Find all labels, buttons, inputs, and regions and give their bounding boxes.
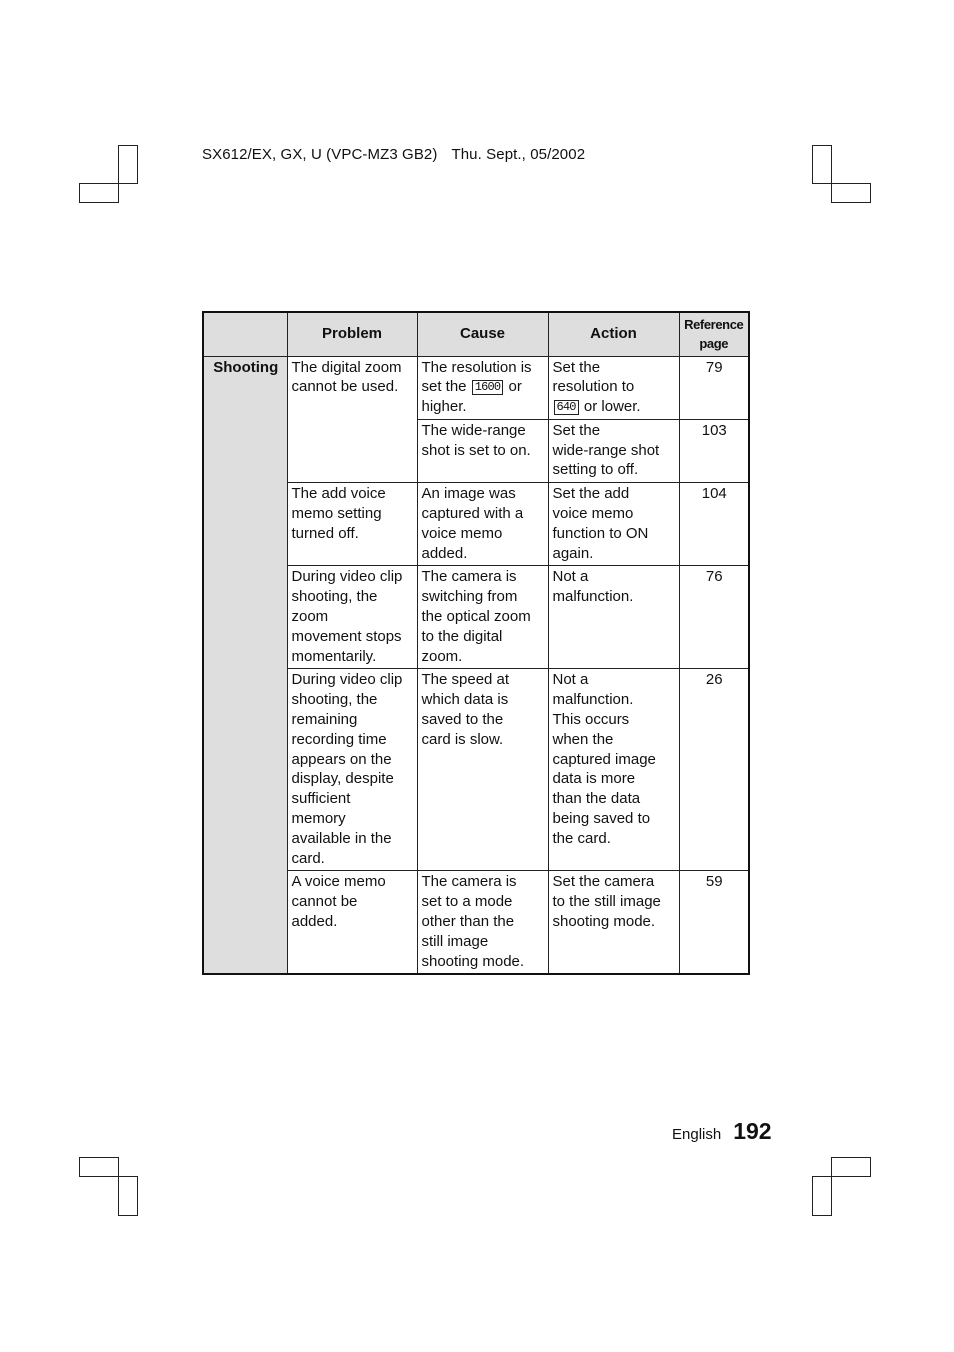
- page-footer: [672, 1118, 772, 1145]
- reference-cell: 104: [679, 483, 749, 566]
- cause-header: Cause: [417, 312, 548, 356]
- print-date: Thu. Sept., 05/2002: [451, 146, 586, 163]
- reference-header: Reference page: [679, 312, 749, 356]
- problem-cell: The digital zoom cannot be used.: [287, 356, 417, 483]
- action-cell: [548, 356, 679, 419]
- action-cell: Set the add voice memo function to ON again.: [548, 483, 679, 566]
- reference-cell: 79: [679, 356, 749, 419]
- crop-mark: [812, 145, 832, 184]
- troubleshooting-table: [202, 311, 750, 975]
- cause-cell: The camera is switching from the optical zoom to the digital zoom.: [417, 566, 548, 669]
- crop-mark: [79, 183, 119, 203]
- problem-cell: During video clip shooting, the zoom movement stops momentarily.: [287, 566, 417, 669]
- category-cell: Shooting: [203, 356, 287, 974]
- action-text: or lower.: [583, 398, 641, 416]
- model-info: SX612/EX, GX, U (VPC-MZ3 GB2): [202, 146, 438, 163]
- problem-header: Problem: [287, 312, 417, 356]
- cause-cell: The wide-range shot is set to on.: [417, 419, 548, 482]
- table-row: [203, 356, 749, 419]
- problem-cell: A voice memo cannot be added.: [287, 871, 417, 974]
- cause-text: The resolution is set the: [421, 358, 532, 396]
- problem-cell: The add voice memo setting turned off.: [287, 483, 417, 566]
- crop-mark: [831, 183, 871, 203]
- reference-cell: 26: [679, 669, 749, 871]
- category-header: [203, 312, 287, 356]
- table-header-row: [203, 312, 749, 356]
- resolution-640-icon: 640: [554, 400, 579, 415]
- cause-cell: The speed at which data is saved to the card is slow.: [417, 669, 548, 871]
- crop-mark: [118, 145, 138, 184]
- action-cell: Not a malfunction. This occurs when the captured image data is more than the data being saved to the card.: [548, 669, 679, 871]
- page-number: 192: [733, 1118, 772, 1144]
- problem-cell: During video clip shooting, the remaining recording time appears on the display, despite sufficient memory available in the card.: [287, 669, 417, 871]
- action-cell: Set the wide-range shot setting to off.: [548, 419, 679, 482]
- reference-cell: 59: [679, 871, 749, 974]
- reference-cell: 76: [679, 566, 749, 669]
- action-header: Action: [548, 312, 679, 356]
- crop-mark: [118, 1176, 138, 1216]
- cause-cell: The camera is set to a mode other than the still image shooting mode.: [417, 871, 548, 974]
- crop-mark: [812, 1176, 832, 1216]
- cause-text: higher.: [421, 398, 467, 416]
- resolution-1600-icon: 1600: [472, 380, 504, 395]
- footer-language: English: [672, 1126, 722, 1143]
- cause-cell: [417, 356, 548, 419]
- crop-mark: [79, 1157, 119, 1177]
- action-cell: Not a malfunction.: [548, 566, 679, 669]
- crop-mark: [831, 1157, 871, 1177]
- document-header: [202, 146, 585, 163]
- cause-cell: An image was captured with a voice memo added.: [417, 483, 548, 566]
- reference-cell: 103: [679, 419, 749, 482]
- cause-text: or: [508, 378, 522, 396]
- action-text: Set the resolution to: [552, 358, 635, 396]
- action-cell: Set the camera to the still image shooting mode.: [548, 871, 679, 974]
